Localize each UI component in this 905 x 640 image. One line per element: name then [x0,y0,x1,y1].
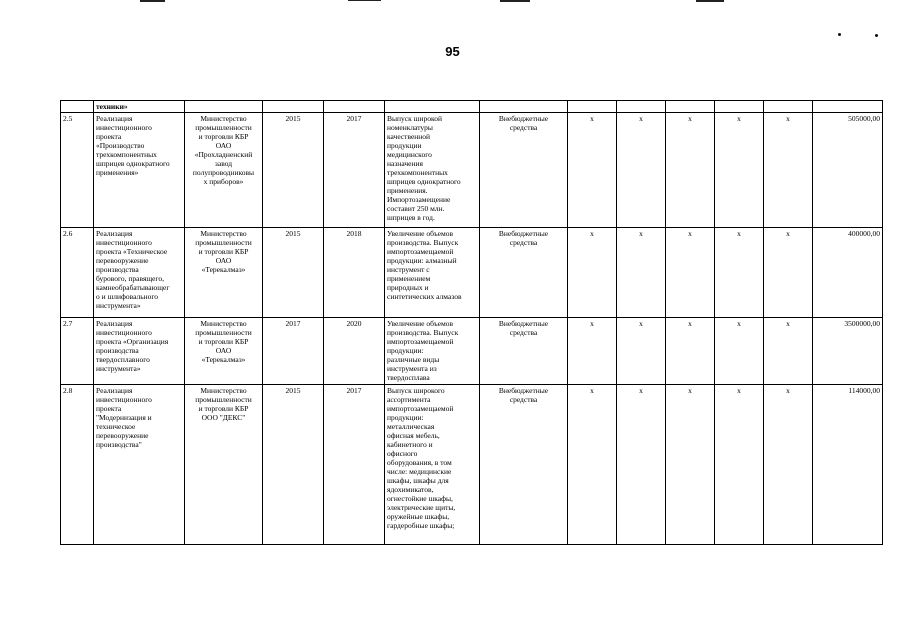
x-mark: x [715,228,764,318]
x-mark: x [617,318,666,385]
executor: Министерство промышленности и торговли КБР ОАО «Прохладненский завод полупроводниковы х приборов» [185,113,263,228]
scan-speck [875,34,878,37]
cell [764,101,813,113]
x-mark: x [568,318,617,385]
x-mark: x [715,318,764,385]
start-year: 2017 [263,318,324,385]
x-mark: x [764,228,813,318]
executor: Министерство промышленности и торговли КБР ООО "ДЕКС" [185,385,263,545]
x-mark: x [666,318,715,385]
end-year: 2018 [324,228,385,318]
x-mark: x [666,385,715,545]
cell [568,101,617,113]
expected-result: Увеличение объемов производства. Выпуск импортозамещаемой продукции: различные виды инструмента из твердосплава [385,318,480,385]
cell [813,101,883,113]
x-mark: x [764,385,813,545]
table-row [61,318,883,385]
x-mark: x [666,228,715,318]
cell [666,101,715,113]
cell [185,101,263,113]
expected-result: Выпуск широкой номенклатуры качественной продукции медицинского назначения трехкомпонентных шприцев однократного применения. Импортозамещение составит 250 млн. шприцев в год. [385,113,480,228]
start-year: 2015 [263,385,324,545]
scan-artifact [500,0,530,2]
expected-result: Увеличение объемов производства. Выпуск импортозамещаемой продукции: алмазный инструмент с применением природных и синтетических алмазов [385,228,480,318]
row-number: 2.7 [61,318,94,385]
table-row [61,113,883,228]
table-row [61,385,883,545]
amount: 3500000,00 [813,318,883,385]
table-row-continuation [61,101,883,113]
page-number: 95 [445,44,460,59]
funding-source: Внебюджетные средства [480,228,568,318]
end-year: 2017 [324,385,385,545]
x-mark: x [764,113,813,228]
x-mark: x [617,228,666,318]
start-year: 2015 [263,113,324,228]
x-mark: x [617,113,666,228]
program-measures-table [60,100,883,545]
scan-artifact [696,0,724,2]
cell [715,101,764,113]
amount: 505000,00 [813,113,883,228]
funding-source: Внебюджетные средства [480,113,568,228]
end-year: 2020 [324,318,385,385]
continuation-text: техники» [94,101,185,113]
x-mark: x [715,385,764,545]
cell [617,101,666,113]
start-year: 2015 [263,228,324,318]
end-year: 2017 [324,113,385,228]
x-mark: x [764,318,813,385]
row-number: 2.5 [61,113,94,228]
measure-name: Реализация инвестиционного проекта "Модернизация и техническое перевооружение производства" [94,385,185,545]
x-mark: x [568,113,617,228]
funding-source: Внебюджетные средства [480,318,568,385]
row-number: 2.8 [61,385,94,545]
x-mark: x [568,228,617,318]
x-mark: x [617,385,666,545]
amount: 114000,00 [813,385,883,545]
cell [61,101,94,113]
cell [385,101,480,113]
expected-result: Выпуск широкого ассортимента импортозамещаемой продукции: металлическая офисная мебель, кабинетного и офисного оборудования, в том числе: медицинские шкафы, шкафы для ядохимикатов, огнестойкие шкафы, электрические щиты, оружейные шкафы, гардеробные шкафы; [385,385,480,545]
scan-artifact [140,0,165,2]
cell [480,101,568,113]
measure-name: Реализация инвестиционного проекта «Производство трехкомпонентных шприцев однократного применения» [94,113,185,228]
scan-artifact [348,0,381,1]
cell [324,101,385,113]
x-mark: x [568,385,617,545]
measure-name: Реализация инвестиционного проекта «Техническое перевооружение производства бурового, правящего, камнеобрабатывающег о и шлифовального инструмента» [94,228,185,318]
x-mark: x [715,113,764,228]
row-number: 2.6 [61,228,94,318]
executor: Министерство промышленности и торговли КБР ОАО «Терекалмаз» [185,228,263,318]
x-mark: x [666,113,715,228]
table-row [61,228,883,318]
cell [263,101,324,113]
scan-speck [838,33,841,36]
executor: Министерство промышленности и торговли КБР ОАО «Терекалмаз» [185,318,263,385]
amount: 400000,00 [813,228,883,318]
funding-source: Внебюджетные средства [480,385,568,545]
measure-name: Реализация инвестиционного проекта «Организация производства твердосплавного инструмента» [94,318,185,385]
